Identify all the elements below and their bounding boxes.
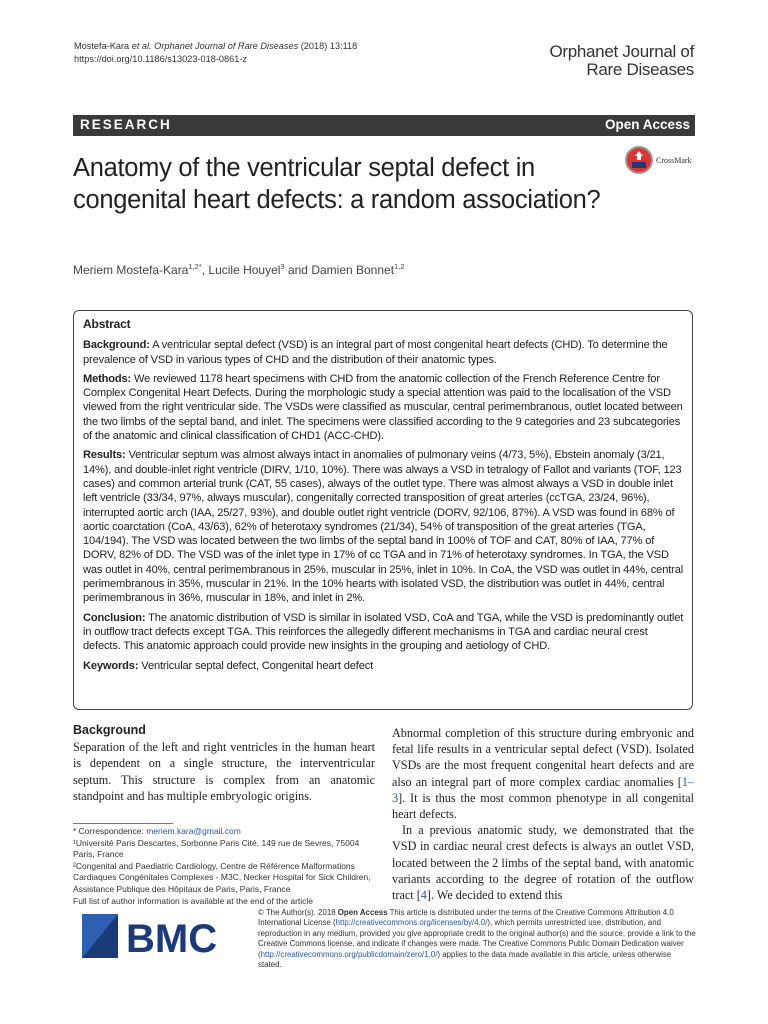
correspondence (73, 826, 378, 838)
abstract-keywords (83, 659, 685, 673)
author-list (73, 262, 404, 277)
author-3-affil: 1,2 (394, 262, 405, 271)
waiver-link[interactable]: http://creativecommons.org/publicdomain/zero/1.0/ (260, 949, 438, 959)
text: Ventricular septal defect, Congenital heart defect (138, 659, 374, 672)
footnote-divider (73, 823, 173, 824)
text: Ventricular septum was almost always intact in anomalies of pulmonary veins (4/73, 5%), Ebstein anomaly (3/21, 14%), and double-inlet right ventricle (DIRV, 1/10, 10%). There was always a VSD in tetralogy of Fallot and variants (TOF, 123 cases) and common arterial trunk (CAT, 55 cases), always of the outlet type. There was almost always a VSD in double inlet left ventricle (33/34, 97%, always muscular), congenitally corrected transposition of great arteries (ccTGA, 23/24, 96%), interrupted aortic arch (IAA, 25/27, 93%), and double outlet right ventricle (DORV, 92/106, 87%). A VSD was found in 68% of aortic coarctation (CoA, 43/63), 62% of heterotaxy syndromes (21/34), 54% of transposition of the great arteries (TGA, 104/194). The VSD was located between the two limbs of the septal band in 100% of TOF and CAT, 80% of IAA, 77% of DORV, 82% of DD. The VSD was of the inlet type in 17% of cc TGA and in 71% of heterotaxy syndromes. In TGA, the VSD was outlet in 40%, central perimembranous in 25%, muscular in 25%, inlet in 10%. In CoA, the VSD was outlet in 44%, central perimembranous in 35%, muscular in 21%. In the 10% hearts with isolated VSD, the distribution was outlet in 44%, central perimembranous in 36%, muscular in 18%, and inlet in 2%. (83, 449, 684, 605)
open-access-label: Open Access (604, 117, 690, 132)
citation-author: Mostefa-Kara (74, 41, 132, 51)
body-right-column (392, 725, 694, 903)
text: In a previous anatomic study, we demonstrated that the VSD in cardiac neural crest defects is always an outlet VSD, located between the 2 limbs of the septal band, with anatomic variants according to the degree of rotation of the outflow tract [ (392, 823, 694, 903)
citation-year: (2018) 13:118 (298, 41, 358, 51)
abstract-methods (83, 372, 685, 443)
author-3[interactable]: and Damien Bonnet (284, 263, 395, 277)
open-access: Open Access (337, 908, 388, 917)
reference-link[interactable]: 4 (420, 888, 427, 903)
email-link[interactable]: meriem.kara@gmail.com (146, 826, 241, 836)
author-2[interactable]: , Lucile Houyel (201, 263, 281, 277)
journal-line-2: Rare Diseases (586, 60, 694, 79)
text: ) applies to the data made available in this article, unless otherwise stated. (258, 949, 672, 970)
license-link[interactable]: http://creativecommons.org/licenses/by/4.0/ (335, 918, 488, 928)
author-2-affil: 3 (280, 262, 285, 271)
label: Conclusion: (83, 611, 146, 624)
abstract-conclusion (83, 611, 685, 654)
text: The anatomic distribution of VSD is similar in isolated VSD, CoA and TGA, while the VSD is predominantly outlet in outflow tract defects except TGA. This reinforces the allegedly different mechanisms in TGA and cardiac neural crest defects. This anatomic approach could provide new insights in the grouping and aetiology of CHD. (83, 611, 684, 653)
body-paragraph (392, 725, 694, 822)
label: Background: (83, 339, 150, 352)
affiliation-note: Full list of author information is available at the end of the article (73, 895, 314, 906)
body-paragraph: Separation of the left and right ventricles in the human heart is dependent on a single structure, the interventricular septum. This structure is complex from an anatomic standpoint and has multiple embryologic origins. (73, 740, 375, 803)
text: ), which permits unrestricted use, distribution, and reproduction in any medium, provided you give appropriate credit to the original author(s) and the source, provide a link to the Creative Commons license, and indicate if changes were made. The Creative Commons Public Domain Dedication waiver ( (258, 918, 696, 959)
background-heading: Background (73, 723, 146, 737)
journal-name (549, 43, 694, 79)
label: Keywords: (83, 659, 139, 672)
text: A ventricular septal defect (VSD) is an integral part of most congenital heart defects (CHD). To determine the prevalence of VSD in various types of CHD and the distribution of their anatomic types. (83, 339, 668, 366)
footnotes (73, 826, 378, 907)
affiliation-1: ¹Université Paris Descartes, Sorbonne Paris Cité, 149 rue de Sevres, 75004 Paris, France (73, 837, 360, 860)
label: * Correspondence: (73, 826, 147, 836)
crossmark-label: CrossMark (656, 156, 692, 165)
author-1-affil: 1,2* (188, 262, 202, 271)
abstract-results (83, 448, 685, 605)
text: We reviewed 1178 heart specimens with CHD from the anatomic collection of the French Reference Centre for Complex Congenital Heart Defects. During the morphologic study a special attention was paid to the localisation of the VSD viewed from the right ventricular side. The VSDs were classified as muscular, central perimembranous, outlet located between the two limbs of the septal band, and inlet. The specimens were classified according to the 9 categories and 23 subcategories of the anatomic and clinical classification of CHD1 (ACC-CHD). (83, 372, 683, 443)
text: ]. It is thus the most common phenotype in all congenital heart defects. (392, 790, 694, 822)
license-text (258, 908, 696, 970)
text: ]. We decided to extend this (426, 888, 563, 903)
bmc-logo (78, 910, 238, 962)
body-left-column (73, 722, 375, 804)
crossmark-icon[interactable] (624, 145, 654, 175)
journal-line-1: Orphanet Journal of (549, 42, 694, 61)
doi-link[interactable]: https://doi.org/10.1186/s13023-018-0861-z (74, 54, 247, 64)
text: © The Author(s). 2018 (258, 908, 338, 917)
abstract-background (83, 338, 685, 367)
section-label: RESEARCH (80, 117, 172, 132)
text: Abnormal completion of this structure during embryonic and fetal life results in a ventricular septal defect (VSD). Isolated VSDs are the most frequent congenital heart defects and are also an integral part of more complex cardiac anomalies [ (392, 726, 694, 789)
author-1[interactable]: Meriem Mostefa-Kara (73, 263, 189, 277)
text: This article is distributed under the terms of the Creative Commons Attribution 4.0 International License ( (258, 908, 674, 928)
abstract-heading: Abstract (83, 317, 131, 331)
body-paragraph (392, 822, 694, 903)
reference-link[interactable]: 1–3 (392, 774, 694, 805)
bmc-logo-text: BMC (126, 917, 218, 961)
abstract (83, 317, 685, 678)
article-title: Anatomy of the ventricular septal defect in congenital heart defects: a random association? (73, 154, 601, 214)
citation-header (74, 40, 357, 66)
label: Methods: (83, 372, 132, 385)
citation-journal: et al. Orphanet Journal of Rare Diseases (131, 41, 299, 51)
affiliation-2: ²Congenital and Paediatric Cardiology, Centre de Référence Malformations Cardiaques Congénitales Complexes - M3C, Necker Hospital for Sick Children, Assistance Publique des Hôpitaux de Paris, Paris, France (73, 860, 371, 894)
label: Results: (83, 449, 126, 462)
